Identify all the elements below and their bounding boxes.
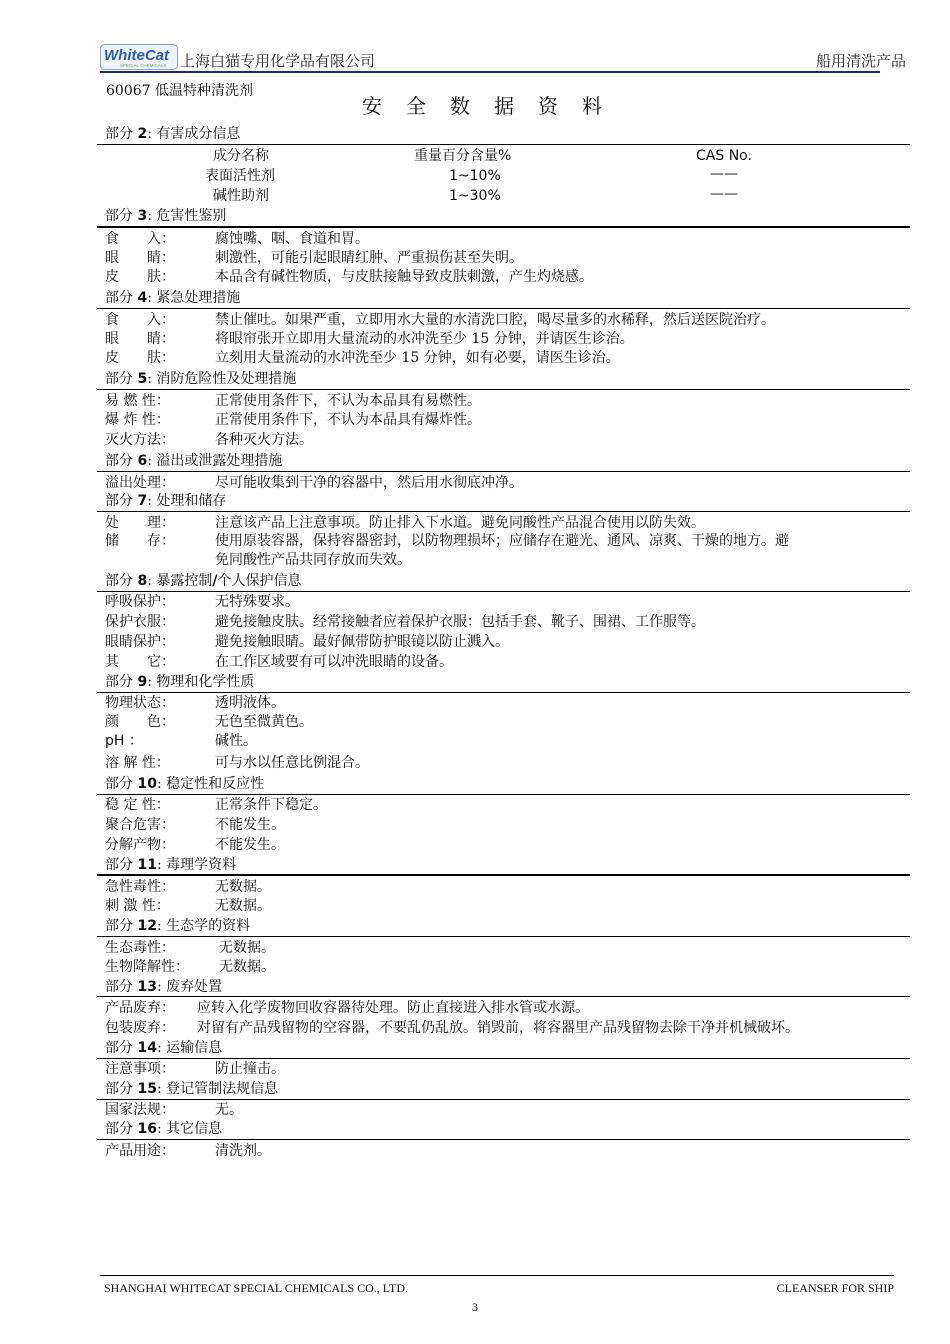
- company-name: 上海白猫专用化学品有限公司: [180, 52, 376, 70]
- table-cell: ——: [710, 166, 738, 182]
- section-7-heading: 部分 7: 处理和储存: [105, 493, 227, 509]
- header-divider: [100, 71, 880, 73]
- list-item: 产品废弃： 应转入化学废物回收容器待处理。防止直接进入排水管或水源。: [105, 1000, 589, 1016]
- product-name: 60067 低温特种清洗剂: [106, 83, 253, 99]
- section-2-heading: 部分 2: 有害成分信息: [105, 126, 241, 142]
- page-number: 3: [472, 1300, 478, 1314]
- table-cell: 表面活性剂: [205, 168, 275, 184]
- section-9-heading: 部分 9: 物理和化学性质: [105, 674, 255, 690]
- footer-product-line: CLEANSER FOR SHIP: [776, 1281, 894, 1295]
- list-item: 分解产物： 不能发生。: [105, 837, 285, 853]
- section-rule: [97, 389, 910, 390]
- section-rule: [97, 471, 910, 472]
- section-12-heading: 部分 12: 生态学的资料: [105, 918, 251, 934]
- section-rule: [97, 511, 910, 512]
- list-item: 物理状态： 透明液体。: [105, 695, 285, 711]
- list-item: 眼 睛： 将眼帘张开立即用大量流动的水冲洗至少 15 分钟，并请医生诊治。: [105, 331, 634, 347]
- table-cell: 1~30%: [449, 188, 501, 204]
- list-item: 皮 肤： 本品含有碱性物质，与皮肤接触导致皮肤刺激，产生灼烧感。: [105, 269, 593, 285]
- list-item: 溢出处理： 尽可能收集到干净的容器中，然后用水彻底冲净。: [105, 475, 523, 491]
- section-rule: [97, 874, 910, 876]
- list-item: 生物降解性： 无数据。: [105, 959, 275, 975]
- section-rule: [97, 996, 910, 997]
- list-item: 易 燃 性： 正常使用条件下，不认为本品具有易燃性。: [105, 393, 481, 409]
- list-item: 稳 定 性： 正常条件下稳定。: [105, 797, 327, 813]
- list-item: 溶 解 性： 可与水以任意比例混合。: [105, 755, 369, 771]
- list-item: 保护衣服： 避免接触皮肤。经常接触者应着保护衣服：包括手套、靴子、围裙、工作服等。: [105, 614, 705, 630]
- section-rule: [97, 226, 910, 228]
- list-item: 储 存： 使用原装容器，保持容器密封，以防物理损坏；应储存在避光、通风、凉爽、干燥的地方。避: [105, 533, 789, 549]
- table-header-name: 成分名称: [213, 148, 269, 164]
- list-item: 急性毒性： 无数据。: [105, 879, 271, 895]
- section-15-heading: 部分 15: 登记管制法规信息: [105, 1081, 279, 1097]
- page-header: [100, 44, 910, 74]
- product-line: 船用清洗产品: [815, 52, 906, 70]
- list-item: 刺 激 性： 无数据。: [105, 898, 271, 914]
- list-item: 眼 睛： 刺激性，可能引起眼睛红肿、严重损伤甚至失明。: [105, 250, 523, 266]
- list-item: 国家法规： 无。: [105, 1102, 243, 1118]
- section-4-heading: 部分 4: 紧急处理措施: [105, 290, 241, 306]
- list-item: 呼吸保护： 无特殊要求。: [105, 594, 299, 610]
- section-3-heading: 部分 3: 危害性鉴别: [105, 208, 227, 224]
- section-rule: [97, 144, 910, 145]
- table-header-cas: CAS No.: [696, 148, 752, 164]
- section-16-heading: 部分 16: 其它信息: [105, 1121, 223, 1137]
- list-item: 处 理： 注意该产品上注意事项。防止排入下水道。避免同酸性产品混合使用以防失效。: [105, 515, 705, 531]
- table-header-percent: 重量百分含量%: [414, 148, 512, 164]
- list-item: 食 入： 腐蚀嘴、咽、食道和胃。: [105, 231, 369, 247]
- svg-text:WhiteCat: WhiteCat: [104, 47, 169, 64]
- list-item: 灭火方法： 各种灭火方法。: [105, 432, 313, 448]
- list-item-continuation: 免同酸性产品共同存放而失效。: [215, 552, 411, 568]
- section-rule: [97, 308, 910, 309]
- section-14-heading: 部分 14: 运输信息: [105, 1040, 223, 1056]
- footer-company: SHANGHAI WHITECAT SPECIAL CHEMICALS CO., LTD.: [104, 1281, 409, 1295]
- list-item: 其 它： 在工作区域要有可以冲洗眼睛的设备。: [105, 654, 453, 670]
- list-item: 食 入： 禁止催吐。如果严重，立即用水大量的水清洗口腔，喝尽量多的水稀释，然后送医院治疗。: [105, 312, 775, 328]
- list-item: 注意事项： 防止撞击。: [105, 1061, 285, 1077]
- table-cell: ——: [710, 186, 738, 202]
- list-item: 爆 炸 性： 正常使用条件下，不认为本品具有爆炸性。: [105, 412, 481, 428]
- svg-text:SPECIAL CHEMICALS: SPECIAL CHEMICALS: [120, 63, 167, 68]
- section-6-heading: 部分 6: 溢出或泄露处理措施: [105, 453, 283, 469]
- section-11-heading: 部分 11: 毒理学资料: [105, 857, 237, 873]
- list-item: 皮 肤： 立刻用大量流动的水冲洗至少 15 分钟，如有必要，请医生诊治。: [105, 350, 620, 366]
- list-item: 包装废弃： 对留有产品残留物的空容器，不要乱仍乱放。销毁前，将容器里产品残留物去除干净并机械破坏。: [105, 1020, 799, 1036]
- section-8-heading: 部分 8: 暴露控制/个人保护信息: [105, 573, 302, 589]
- table-cell: 碱性助剂: [213, 188, 269, 204]
- footer-divider: [100, 1275, 894, 1276]
- list-item: 产品用途： 清洗剂。: [105, 1143, 271, 1159]
- list-item: pH ： 碱性。: [105, 733, 257, 749]
- section-13-heading: 部分 13: 废弃处置: [105, 979, 223, 995]
- section-rule: [97, 936, 910, 937]
- whitecat-logo: [100, 44, 178, 70]
- document-title: 安全数据资料: [362, 94, 626, 118]
- list-item: 颜 色： 无色至微黄色。: [105, 714, 313, 730]
- list-item: 聚合危害： 不能发生。: [105, 817, 285, 833]
- section-rule: [97, 1139, 910, 1140]
- list-item: 生态毒性： 无数据。: [105, 940, 275, 956]
- section-10-heading: 部分 10: 稳定性和反应性: [105, 776, 265, 792]
- list-item: 眼睛保护： 避免接触眼睛。最好佩带防护眼镜以防止溅入。: [105, 634, 509, 650]
- table-cell: 1~10%: [449, 168, 501, 184]
- section-5-heading: 部分 5: 消防危险性及处理措施: [105, 371, 297, 387]
